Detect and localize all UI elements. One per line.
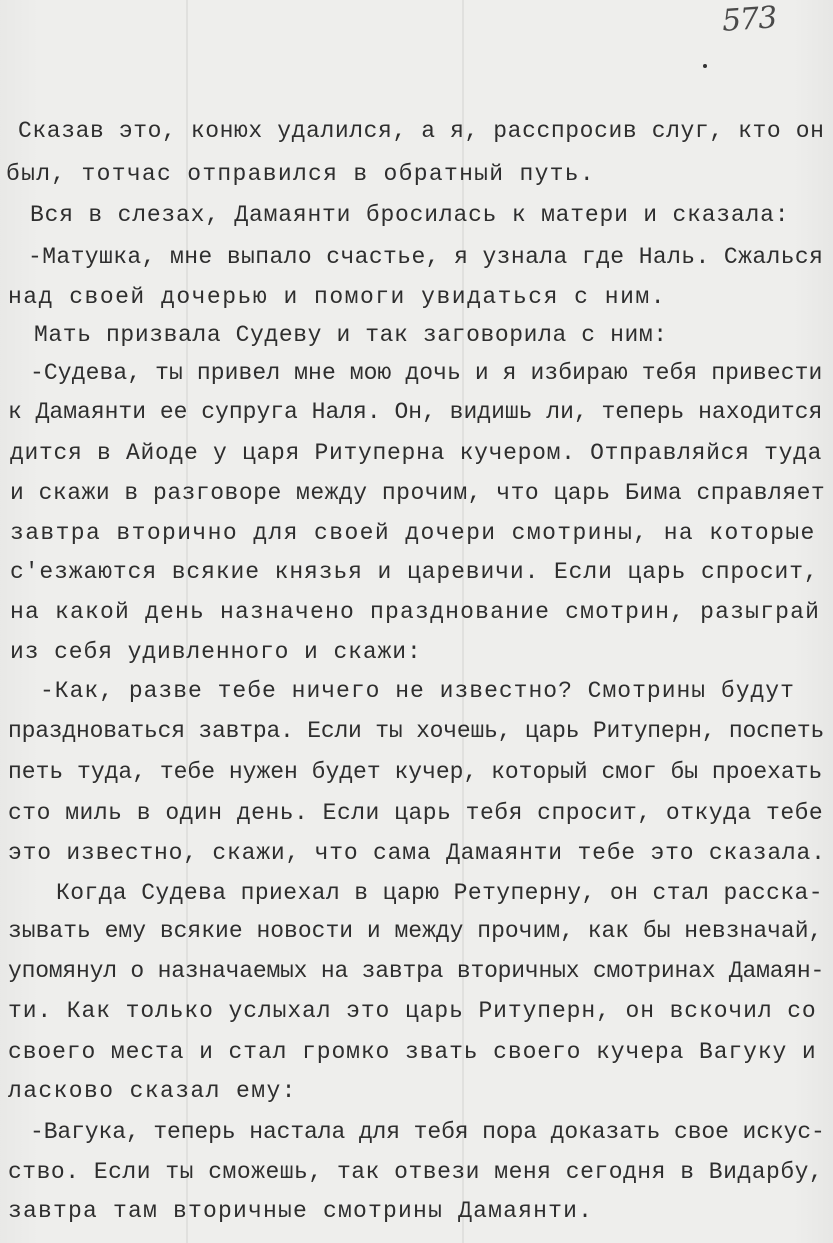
text-line: своего места и стал громко звать своего кучера Вагуку и	[8, 1039, 817, 1065]
text-line: праздноваться завтра. Если ты хочешь, царь Ритуперн, поспеть	[8, 718, 825, 744]
text-line: упомянул о назначаемых на завтра вторичных смотринах Дамаян-	[8, 958, 825, 984]
text-line: из себя удивленного и скажи:	[10, 639, 422, 665]
text-line: с'езжаются всякие князья и царевичи. Если царь спросит,	[10, 559, 819, 585]
text-line: Мать призвала Судеву и так заговорила с ним:	[34, 322, 668, 348]
text-line: дится в Айоде у царя Ритуперна кучером. Отправляйся туда	[10, 440, 823, 466]
text-line: сто миль в один день. Если царь тебя спросит, откуда тебе	[8, 800, 824, 826]
text-line: на какой день назначено празднование смотрин, разыграй	[10, 599, 821, 625]
text-line: Когда Судева приехал в царю Ретуперну, он стал расска-	[56, 880, 823, 906]
text-line: -Судева, ты привел мне мою дочь и я избираю тебя привести	[30, 360, 823, 386]
text-line: Сказав это, конюх удалился, а я, расспросив слуг, кто он	[18, 118, 825, 144]
text-line: это известно, скажи, что сама Дамаянти тебе это сказала.	[8, 840, 826, 866]
ink-speck	[703, 64, 707, 68]
text-line: над своей дочерью и помоги увидаться с ним.	[8, 284, 666, 310]
text-line: ство. Если ты сможешь, так отвези меня сегодня в Видарбу,	[8, 1159, 824, 1185]
text-line: -Как, разве тебе ничего не известно? Смотрины будут	[40, 678, 795, 704]
text-line: завтра вторично для своей дочери смотрины, на которые	[10, 520, 816, 546]
page-number: 573	[720, 0, 778, 39]
text-line: -Матушка, мне выпало счастье, я узнала где Наль. Сжалься	[28, 244, 824, 270]
text-line: к Дамаянти ее супруга Наля. Он, видишь ли, теперь находится	[8, 399, 823, 425]
text-line: -Вагука, теперь настала для тебя пора доказать свое искус-	[30, 1119, 825, 1145]
text-line: ласково сказал ему:	[8, 1078, 297, 1104]
text-line: петь туда, тебе нужен будет кучер, который смог бы проехать	[8, 759, 823, 785]
text-line: и скажи в разговоре между прочим, что царь Бима справляет	[10, 480, 826, 506]
text-line: зывать ему всякие новости и между прочим, как бы невзначай,	[8, 918, 823, 944]
text-line: ти. Как только услыхал это царь Ритуперн, он вскочил со	[8, 998, 817, 1024]
text-line: Вся в слезах, Дамаянти бросилась к матери и сказала:	[30, 202, 790, 228]
text-line: был, тотчас отправился в обратный путь.	[6, 161, 595, 187]
text-line: завтра там вторичные смотрины Дамаянти.	[8, 1198, 594, 1224]
